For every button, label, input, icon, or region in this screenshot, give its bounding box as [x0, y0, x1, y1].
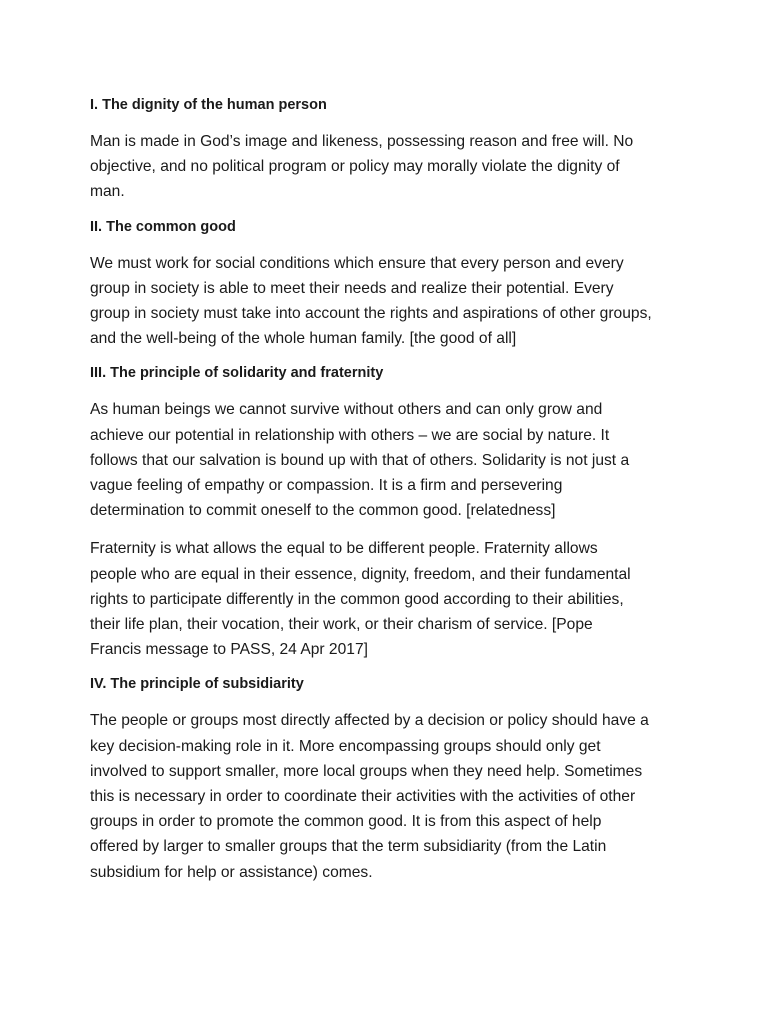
- paragraph: [90, 536, 690, 662]
- document-page: [90, 94, 690, 896]
- text-line: rights to participate differently in the common good according to their abilities,: [90, 590, 624, 608]
- text-line: key decision-making role in it. More encompassing groups should only get: [90, 737, 601, 755]
- text-line: achieve our potential in relationship with others – we are social by nature. It: [90, 426, 610, 444]
- text-line: follows that our salvation is bound up with that of others. Solidarity is not just a: [90, 451, 630, 469]
- text-line: involved to support smaller, more local groups when they need help. Sometimes: [90, 762, 643, 780]
- text-line: As human beings we cannot survive without others and can only grow and: [90, 401, 603, 419]
- text-line: groups in order to promote the common good. It is from this aspect of help: [90, 813, 602, 831]
- text-line: and the well-being of the whole human family. [the good of all]: [90, 330, 517, 348]
- text-line: man.: [90, 183, 125, 201]
- paragraph: [90, 397, 690, 523]
- section-solidarity: [90, 362, 690, 662]
- section-heading: III. The principle of solidarity and fraternity: [90, 365, 384, 382]
- text-line: determination to commit oneself to the common good. [relatedness]: [90, 502, 556, 520]
- paragraph: [90, 708, 690, 884]
- section-dignity: [90, 94, 690, 205]
- text-line: vague feeling of empathy or compassion. It is a firm and persevering: [90, 477, 563, 495]
- section-common-good: [90, 216, 690, 352]
- text-line: group in society is able to meet their needs and realize their potential. Every: [90, 279, 614, 297]
- text-line: their life plan, their vocation, their work, or their charism of service. [Pope: [90, 616, 593, 634]
- text-line: The people or groups most directly affected by a decision or policy should have a: [90, 712, 649, 730]
- text-line: people who are equal in their essence, dignity, freedom, and their fundamental: [90, 565, 631, 583]
- text-line: Fraternity is what allows the equal to be different people. Fraternity allows: [90, 540, 598, 558]
- text-line: We must work for social conditions which ensure that every person and every: [90, 254, 624, 272]
- section-heading: II. The common good: [90, 218, 236, 235]
- section-heading: IV. The principle of subsidiarity: [90, 676, 304, 693]
- paragraph: [90, 251, 690, 352]
- text-line: subsidium for help or assistance) comes.: [90, 863, 373, 881]
- text-line: objective, and no political program or policy may morally violate the dignity of: [90, 158, 620, 176]
- text-line: offered by larger to smaller groups that the term subsidiarity (from the Latin: [90, 838, 607, 856]
- section-subsidiarity: [90, 673, 690, 884]
- paragraph: [90, 129, 690, 205]
- section-heading: I. The dignity of the human person: [90, 97, 327, 113]
- text-line: this is necessary in order to coordinate their activities with the activities of other: [90, 788, 636, 806]
- text-line: Francis message to PASS, 24 Apr 2017]: [90, 641, 368, 659]
- text-line: group in society must take into account the rights and aspirations of other groups,: [90, 305, 652, 323]
- text-line: Man is made in God’s image and likeness, possessing reason and free will. No: [90, 133, 634, 150]
